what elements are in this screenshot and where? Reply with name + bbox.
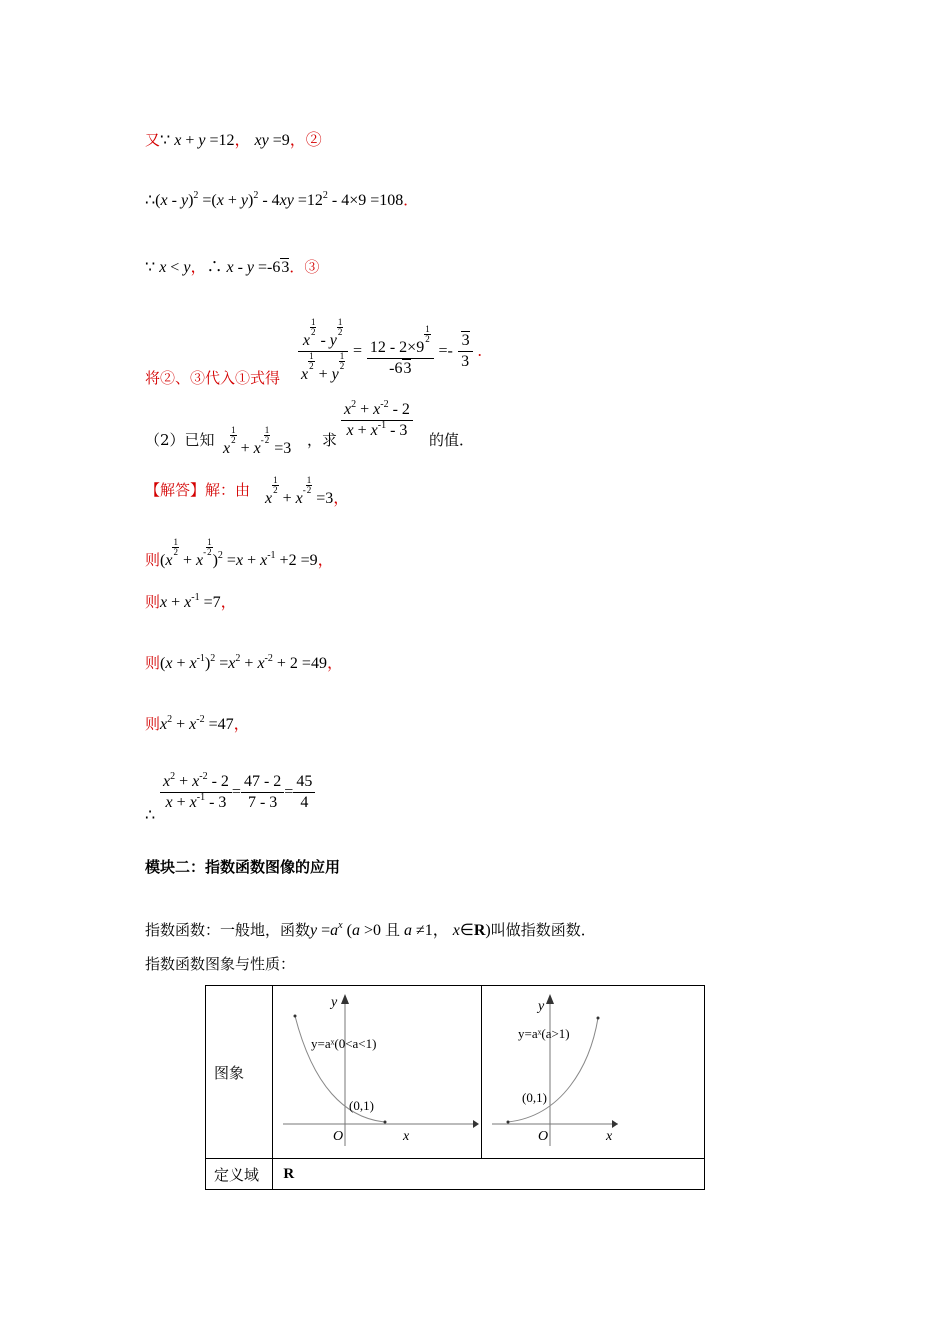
- function-label-increasing: y=aˣ(a>1): [518, 1026, 570, 1041]
- text-substitute: 将②、③代入①式得: [145, 369, 281, 387]
- line-3: ∵ x < y，∴ x - y =-63．③: [145, 258, 320, 276]
- definition-formula: $y =a^x$ (a >0: [310, 920, 385, 939]
- equation-7: (x $\frac{1}{2}$ + x - $\frac{1}{2}$ )$^2 =x + x^{-1} +2 =9$，: [160, 537, 334, 569]
- y-axis-label-2: y: [538, 999, 545, 1014]
- equation-2: ∴(x - $y)^2 =(x + y)^2 - 4xy =12^2 - 4\times 9 =108$: [145, 190, 404, 209]
- function-label-decreasing: y=aˣ(0<a<1): [311, 1036, 377, 1051]
- point-label-decreasing: (0,1): [349, 1098, 375, 1113]
- definition-suffix: 叫做指数函数．: [490, 921, 596, 939]
- equation-10: $x^2 + x^{-2} =47$，: [160, 714, 250, 733]
- definition-and: 且: [384, 921, 400, 939]
- domain-value: R: [273, 1159, 705, 1190]
- line-9: [145, 653, 343, 674]
- x-axis-label: x: [403, 1129, 410, 1144]
- x-axis-label-2: x: [606, 1129, 613, 1144]
- properties-table: [205, 985, 705, 1190]
- graph-decreasing: [273, 986, 482, 1159]
- equation-11: $\frac{x^2 + x^{-2} - 2}{x + x^{-1} - 3}$ = $\frac{47 - 2}{7 - 3}$ = $\frac{45}{4}$: [160, 772, 315, 813]
- equation-5a: x $\frac{1}{2}$ + x - $\frac{1}{2}$ =3: [223, 425, 292, 457]
- equation-9: $(x + x^{-1})^2 =x^2 + x^{-2} + 2 =49$，: [160, 653, 343, 672]
- text-therefore: ∴: [145, 807, 156, 824]
- line-8: [145, 592, 237, 613]
- definition-prefix: 指数函数：一般地，函数: [145, 921, 311, 939]
- line-1: [145, 130, 322, 151]
- origin-label: O: [333, 1129, 344, 1144]
- y-axis-label: y: [331, 995, 338, 1010]
- subtitle: 指数函数图象与性质：: [145, 955, 296, 973]
- definition-line: 指数函数：一般地，函数$y =a^x$ (a >0 且 a ≠1， x∈R)叫做指数函数．: [145, 920, 596, 939]
- point-label-increasing: (0,1): [522, 1090, 548, 1105]
- row-label-graph: 图象: [206, 986, 273, 1159]
- equation-5b: $\frac{x^2 + x^{-2} - 2}{x + x^{-1} - 3}$: [341, 400, 413, 441]
- text-you: 又: [145, 131, 161, 149]
- text-find: ，求: [307, 431, 338, 449]
- text-then-2: 则: [145, 593, 161, 611]
- row-label-domain: 定义域: [206, 1159, 273, 1190]
- equation-8: $x + x^{-1} =7$，: [160, 592, 237, 611]
- text-then-4: 则: [145, 715, 161, 733]
- text-answer: 【解答】解：由: [145, 481, 251, 499]
- equation-1: ∵ x + y =12， xy =9，②: [160, 132, 322, 149]
- text-value: 的值．: [429, 431, 475, 449]
- line-2: ∴(x - $y)^2 =(x + y)^2 - 4xy =12^2 - 4\times 9 =108$．: [145, 190, 419, 209]
- text-then-1: 则: [145, 551, 161, 569]
- graph-increasing: [482, 986, 705, 1159]
- text-known: （2）已知: [145, 431, 215, 449]
- line-7: [145, 538, 334, 571]
- origin-label-2: O: [538, 1129, 549, 1144]
- section-title: 模块二：指数函数图像的应用: [145, 858, 341, 876]
- equation-4: x $\frac{1}{2}$ - y $\frac{1}{2}$ x $\frac{1}{2}$ + y $\frac{1}{2}$ = 12 - 2×9 $\frac{1}{2}$ -63 =- $\frac{3}{3}$ ．: [298, 318, 492, 385]
- equation-6: x $\frac{1}{2}$ + x - $\frac{1}{2}$ =3，: [265, 475, 350, 507]
- line-10: [145, 714, 250, 735]
- text-then-3: 则: [145, 654, 161, 672]
- increasing-graph-svg: [482, 986, 702, 1154]
- decreasing-graph-svg: [273, 986, 481, 1154]
- equation-3: ∵ x < y，∴ x - y =-63: [145, 259, 290, 276]
